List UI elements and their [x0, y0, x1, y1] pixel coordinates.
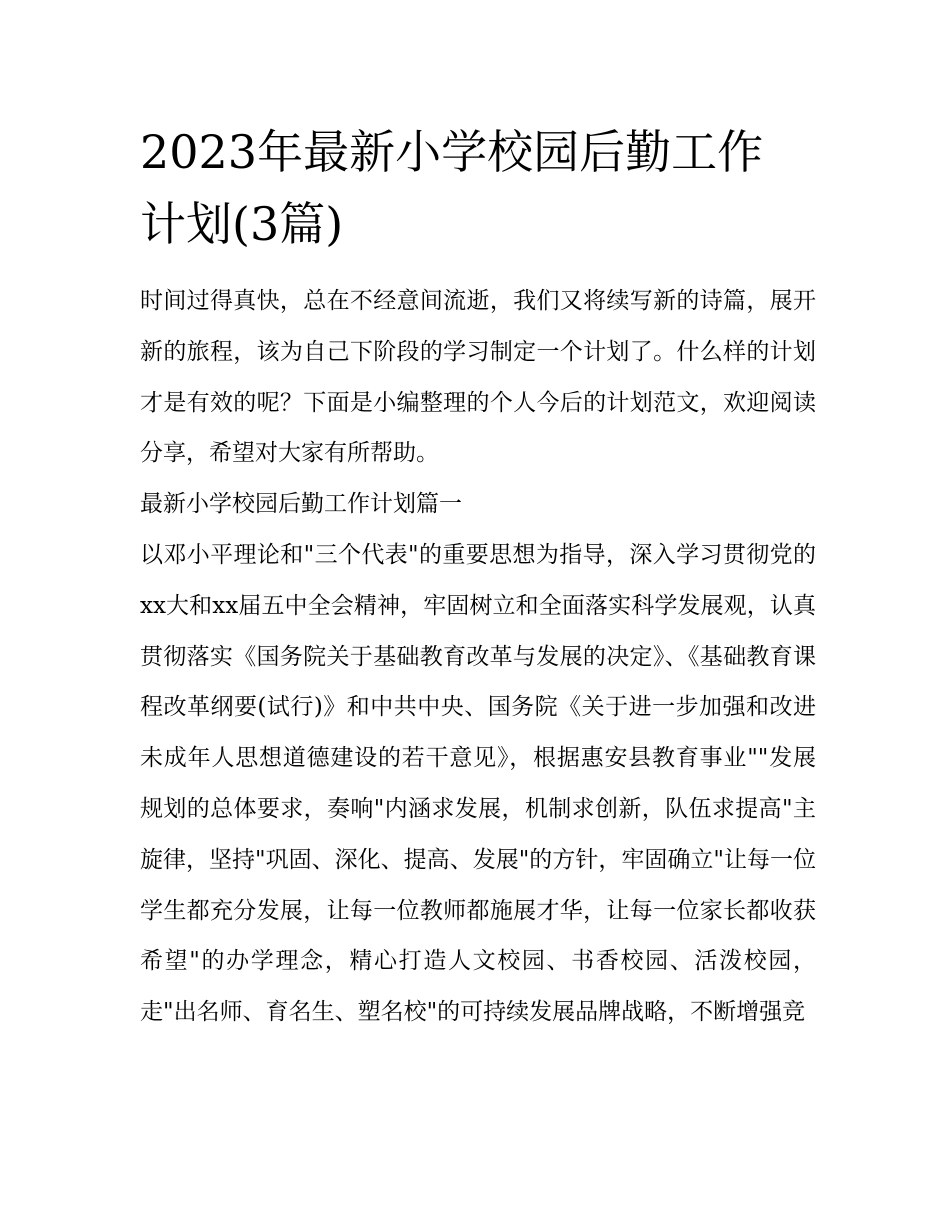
section-paragraph: 以邓小平理论和"三个代表"的重要思想为指导，深入学习贯彻党的xx大和xx届五中全会精神，牢固树立和全面落实科学发展观，认真贯彻落实《国务院关于基础教育改革与发展的决定》、《基础教育课程改革纲要(试行)》和中共中央、国务院《关于进一步加强和改进未成年人思想道德建设的若干意见》，根据惠安县教育事业""发展规划的总体要求，奏响"内涵求发展，机制求创新，队伍求提高"主旋律，坚持"巩固、深化、提高、发展"的方针，牢固确立"让每一位学生都充分发展，让每一位教师都施展才华，让每一位家长都收获希望"的办学理念，精心打造人文校园、书香校园、活泼校园，走"出名师、育名生、塑名校"的可持续发展品牌战略，不断增强竞: [140, 541, 816, 1026]
title-line-1: 2023年最新小学校园后勤工作: [140, 125, 764, 179]
intro-paragraph: 时间过得真快，总在不经意间流逝，我们又将续写新的诗篇，展开新的旅程，该为自己下阶段的学习制定一个计划了。什么样的计划才是有效的呢？下面是小编整理的个人今后的计划范文，欢迎阅读分享，希望对大家有所帮助。: [140, 288, 816, 467]
section-heading: 最新小学校园后勤工作计划篇一: [140, 491, 462, 518]
document-body: [140, 276, 816, 1038]
title-line-2: 计划(3篇): [140, 197, 344, 251]
document-title: [140, 116, 820, 260]
